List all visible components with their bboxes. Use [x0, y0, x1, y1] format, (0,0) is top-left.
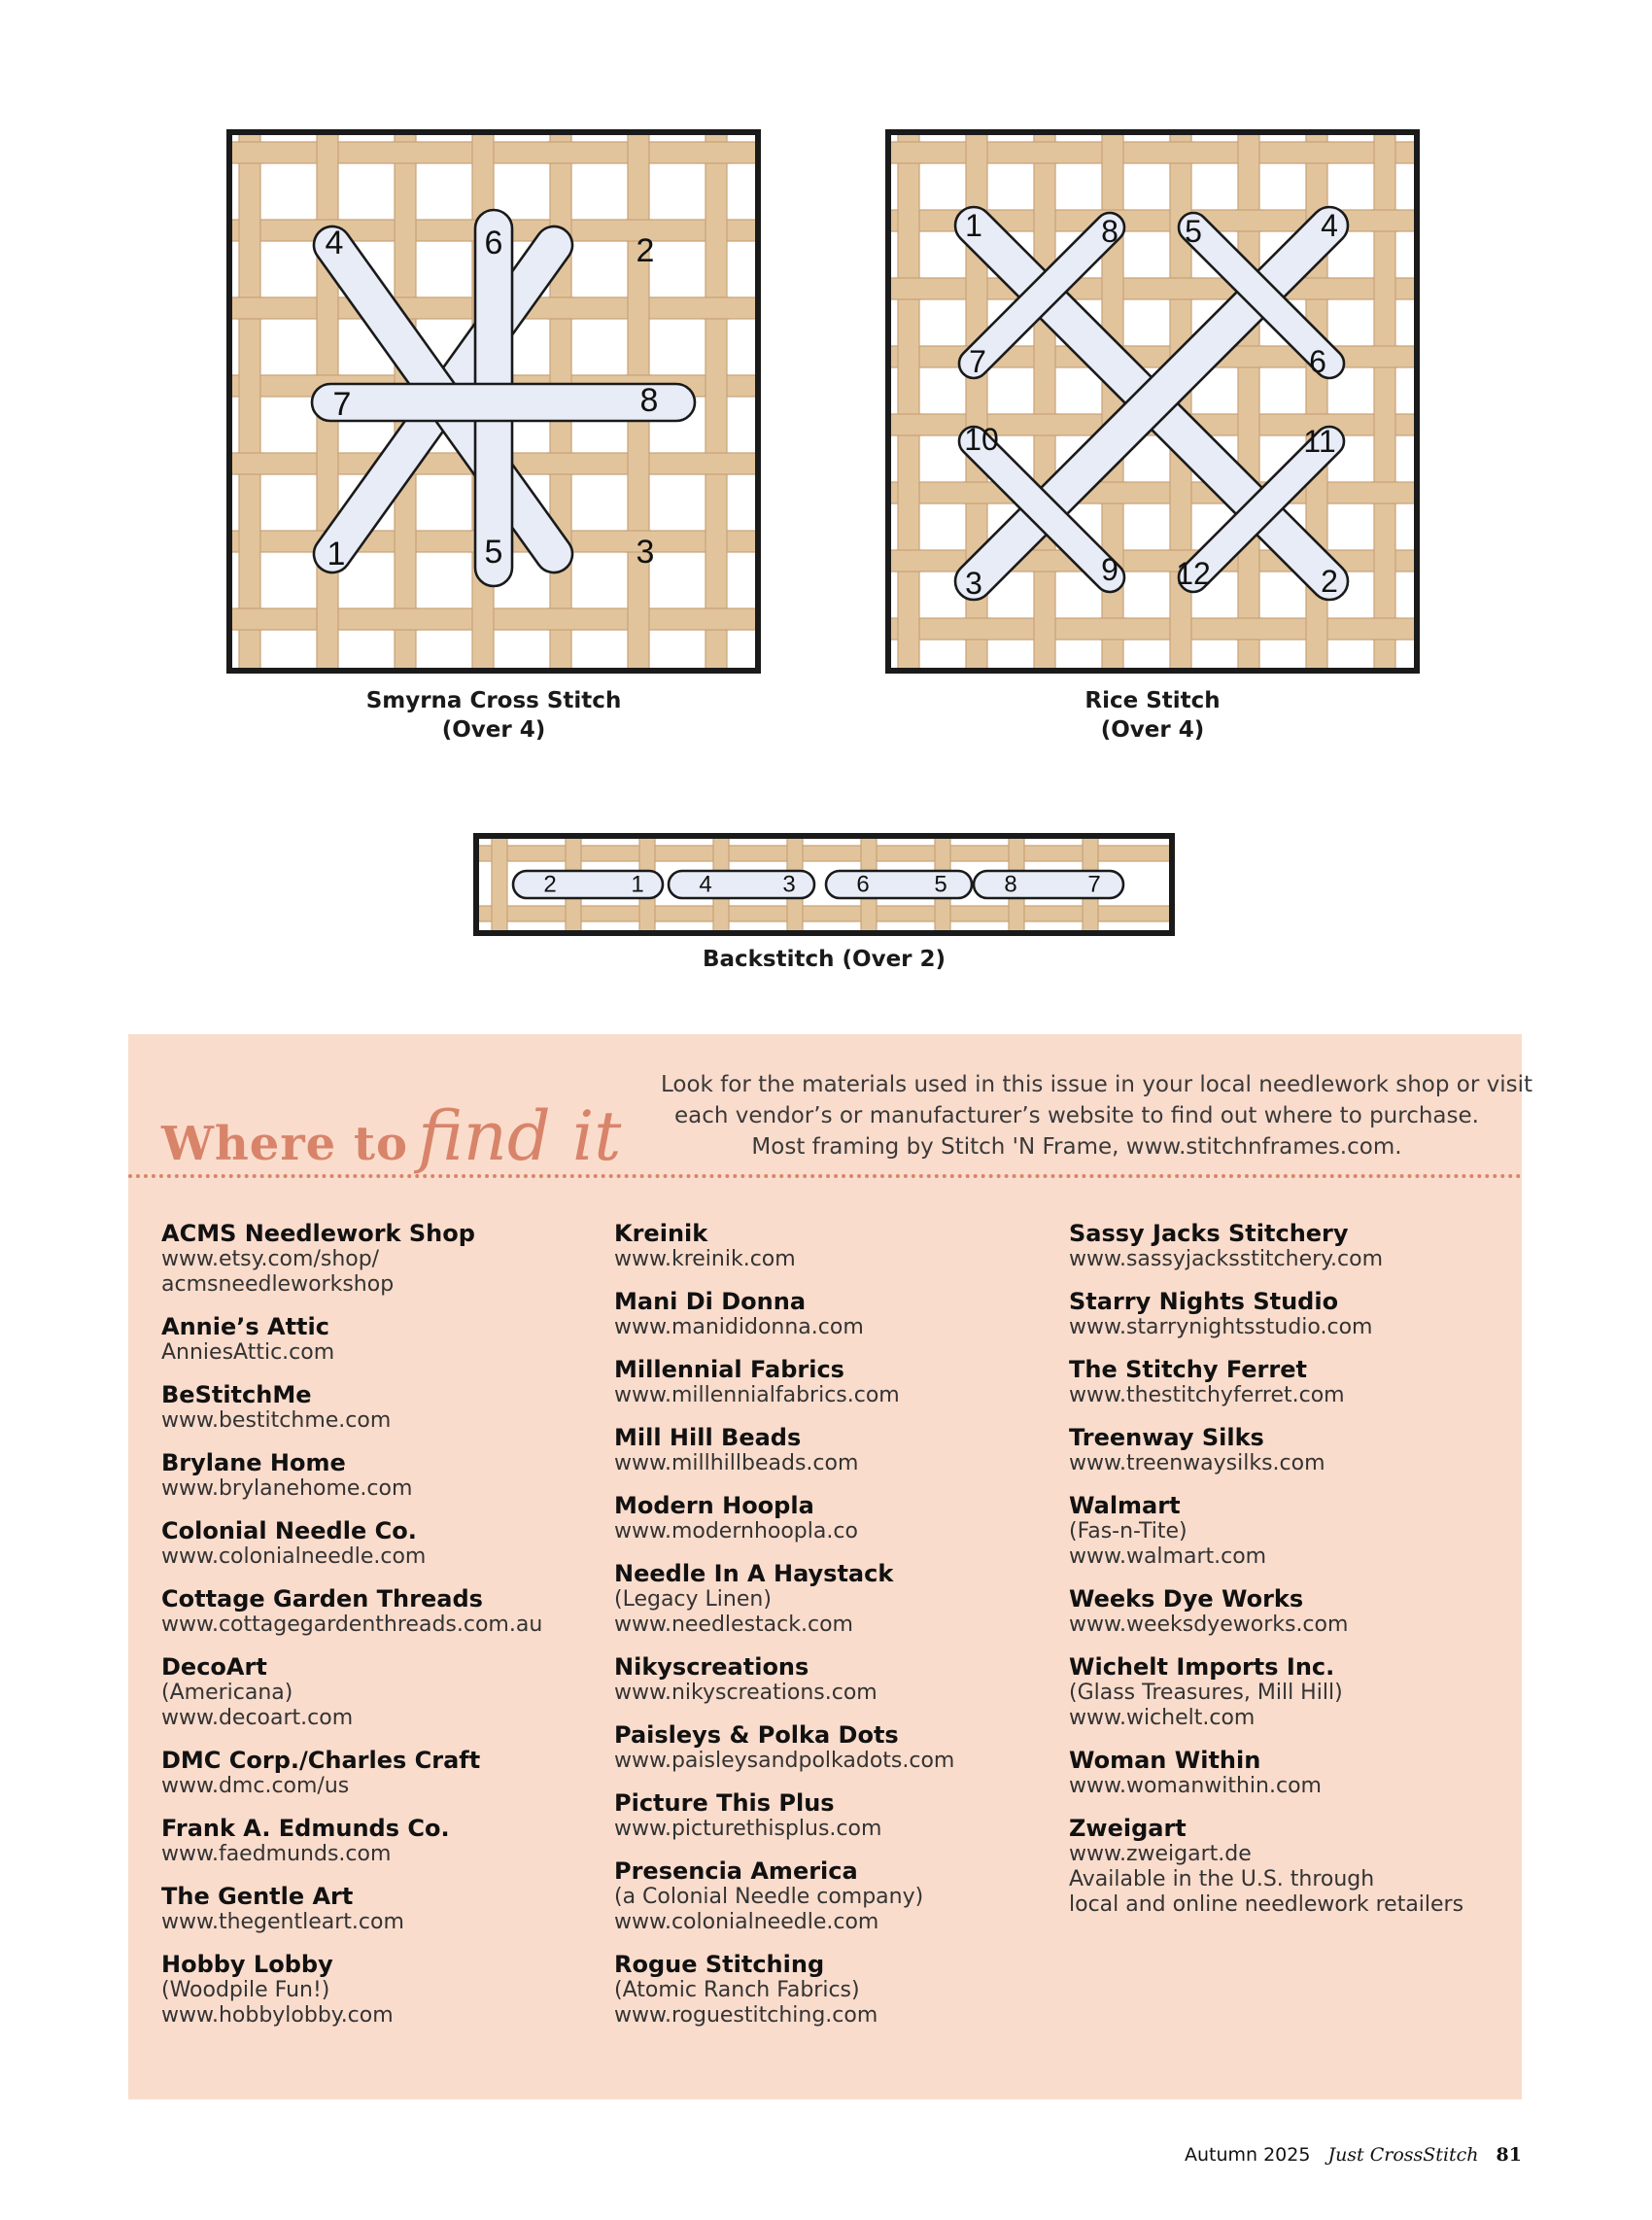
stitch-number-label: 11	[1303, 424, 1336, 459]
vendor-detail: www.womanwithin.com	[1069, 1774, 1322, 1798]
panel-title	[161, 1096, 621, 1176]
stitch-number-label: 9	[1101, 552, 1119, 587]
vendor-detail: www.picturethisplus.com	[614, 1817, 882, 1841]
vendor-entry	[161, 1518, 608, 1570]
vendor-entry	[161, 1654, 608, 1731]
vendor-entry	[161, 1748, 608, 1799]
vendor-entry	[614, 1952, 1061, 2029]
smyrna-caption-title: Smyrna Cross Stitch	[365, 688, 622, 713]
vendor-detail: www.etsy.com/shop/	[161, 1247, 380, 1271]
vendor-name: Annie’s Attic	[161, 1313, 329, 1340]
vendor-detail: www.hobbylobby.com	[161, 2003, 394, 2028]
vendor-column-1	[161, 1221, 608, 2045]
vendor-name: Brylane Home	[161, 1449, 346, 1476]
stitch-number-label: 3	[965, 566, 982, 601]
vendor-detail: (Legacy Linen)	[614, 1587, 772, 1612]
smyrna-caption-count: (Over 4)	[441, 717, 546, 743]
vendor-entry	[1069, 1357, 1516, 1408]
vendor-name: Modern Hoopla	[614, 1492, 814, 1519]
vendor-detail: www.sassyjacksstitchery.com	[1069, 1247, 1384, 1271]
vendor-name: The Gentle Art	[161, 1883, 354, 1910]
vendor-name: The Stitchy Ferret	[1069, 1356, 1307, 1383]
backstitch-caption	[630, 945, 1018, 974]
stitch-number-label: 2	[543, 871, 557, 898]
stitch-number-label: 6	[484, 225, 503, 261]
stitch-number-label: 12	[1176, 556, 1211, 591]
magazine-title: Just CrossStitch	[1327, 2144, 1479, 2166]
stitch-number-label: 6	[856, 871, 870, 898]
intro-line: Look for the materials used in this issue in your local needlework shop or visit	[661, 1072, 1533, 1097]
stitch-number-label: 5	[1185, 214, 1202, 249]
vendor-name: Millennial Fabrics	[614, 1356, 844, 1383]
vendor-detail: www.cottagegardenthreads.com.au	[161, 1613, 543, 1637]
stitch-number-label: 7	[1087, 871, 1101, 898]
vendor-name: Walmart	[1069, 1492, 1181, 1519]
vendor-detail: Available in the U.S. through	[1069, 1867, 1375, 1891]
vendor-detail: www.needlestack.com	[614, 1613, 853, 1637]
vendor-entry	[1069, 1221, 1516, 1272]
panel-title-plain: Where to	[161, 1117, 409, 1171]
vendor-name: Needle In A Haystack	[614, 1560, 894, 1587]
vendor-entry	[614, 1357, 1061, 1408]
vendor-name: Starry Nights Studio	[1069, 1288, 1339, 1315]
vendor-entry	[161, 1450, 608, 1502]
stitch-back	[826, 871, 972, 898]
vendor-entry	[614, 1425, 1061, 1476]
vendor-detail: (Americana)	[161, 1681, 293, 1705]
vendor-name: Presencia America	[614, 1857, 858, 1885]
vendor-detail: www.thestitchyferret.com	[1069, 1383, 1345, 1407]
vendor-name: Woman Within	[1069, 1747, 1261, 1774]
vendor-detail: AnniesAttic.com	[161, 1340, 335, 1365]
stitch-number-label: 3	[782, 871, 796, 898]
vendor-entry	[614, 1790, 1061, 1842]
stitch-number-label: 10	[964, 422, 999, 457]
vendor-entry	[1069, 1586, 1516, 1638]
backstitch-diagram	[472, 832, 1176, 939]
vendor-name: Rogue Stitching	[614, 1951, 825, 1978]
rice-caption-title: Rice Stitch	[1084, 688, 1221, 713]
vendor-entry	[161, 1314, 608, 1366]
vendor-entry	[614, 1289, 1061, 1340]
vendor-name: BeStitchMe	[161, 1381, 312, 1408]
vendor-name: Cottage Garden Threads	[161, 1585, 483, 1613]
vendor-detail: (Woodpile Fun!)	[161, 1978, 330, 2002]
vendor-name: Weeks Dye Works	[1069, 1585, 1304, 1613]
vendor-name: Colonial Needle Co.	[161, 1517, 417, 1544]
vendor-entry	[614, 1858, 1061, 1935]
vendor-detail: www.walmart.com	[1069, 1544, 1267, 1569]
vendor-name: ACMS Needlework Shop	[161, 1220, 475, 1247]
stitch-number-label: 8	[1101, 214, 1119, 249]
vendor-name: DMC Corp./Charles Craft	[161, 1747, 481, 1774]
vendor-detail: www.weeksdyeworks.com	[1069, 1613, 1349, 1637]
vendor-detail: www.decoart.com	[161, 1706, 354, 1730]
rice-stitch-svg	[884, 128, 1421, 675]
vendor-entry	[161, 1884, 608, 1935]
vendor-entry	[614, 1221, 1061, 1272]
stitch-number-label: 1	[631, 871, 644, 898]
vendor-entry	[161, 1382, 608, 1434]
vendor-name: Paisleys & Polka Dots	[614, 1721, 899, 1749]
vendor-detail: www.brylanehome.com	[161, 1476, 413, 1501]
vendor-entry	[161, 1816, 608, 1867]
stitch-number-label: 7	[332, 386, 352, 423]
vendor-detail: www.wichelt.com	[1069, 1706, 1256, 1730]
vendor-name: Zweigart	[1069, 1815, 1187, 1842]
smyrna-caption	[299, 686, 688, 745]
panel-title-script: find it	[418, 1096, 622, 1176]
stitch-number-label: 4	[699, 871, 712, 898]
vendor-detail: (Atomic Ranch Fabrics)	[614, 1978, 860, 2002]
vendor-detail: www.nikyscreations.com	[614, 1681, 878, 1705]
page-number: 81	[1496, 2144, 1522, 2166]
stitch-number-label: 5	[934, 871, 947, 898]
page-footer	[1185, 2144, 1522, 2166]
vendor-entry	[161, 1221, 608, 1298]
vendor-name: Frank A. Edmunds Co.	[161, 1815, 450, 1842]
vendor-entry	[614, 1561, 1061, 1638]
rice-caption	[958, 686, 1347, 745]
backstitch-svg	[472, 832, 1176, 939]
vendor-entry	[1069, 1289, 1516, 1340]
vendor-detail: www.treenwaysilks.com	[1069, 1451, 1325, 1475]
vendor-detail: acmsneedleworkshop	[161, 1272, 395, 1297]
stitch-back	[974, 871, 1123, 898]
vendor-entry	[161, 1952, 608, 2029]
smyrna-cross-stitch-diagram	[225, 128, 762, 675]
vendor-detail: www.bestitchme.com	[161, 1408, 392, 1433]
vendor-detail: www.paisleysandpolkadots.com	[614, 1749, 955, 1773]
vendor-entry	[1069, 1816, 1516, 1918]
vendor-entry	[614, 1654, 1061, 1706]
vendor-name: Mill Hill Beads	[614, 1424, 802, 1451]
vendor-detail: (a Colonial Needle company)	[614, 1885, 924, 1909]
vendor-detail: www.dmc.com/us	[161, 1774, 350, 1798]
intro-line: each vendor’s or manufacturer’s website to find out where to purchase.	[674, 1103, 1479, 1128]
rice-stitch-diagram	[884, 128, 1421, 675]
vendor-entry	[614, 1722, 1061, 1774]
vendor-name: Mani Di Donna	[614, 1288, 807, 1315]
stitch-number-label: 7	[969, 344, 986, 379]
stitch-horizontal	[312, 384, 695, 421]
vendor-detail: (Glass Treasures, Mill Hill)	[1069, 1681, 1343, 1705]
vendor-detail: www.millhillbeads.com	[614, 1451, 859, 1475]
vendor-detail: www.colonialneedle.com	[614, 1910, 879, 1934]
stitch-number-label: 8	[639, 382, 659, 419]
rice-caption-count: (Over 4)	[1100, 717, 1205, 743]
vendor-name: Treenway Silks	[1069, 1424, 1264, 1451]
vendor-entry	[161, 1586, 608, 1638]
panel-intro	[661, 1069, 1533, 1162]
vendor-detail: www.roguestitching.com	[614, 2003, 878, 2028]
smyrna-stitch-svg	[225, 128, 762, 675]
vendor-detail: www.thegentleart.com	[161, 1910, 404, 1934]
vendor-column-2	[614, 1221, 1061, 2045]
stitch-number-label: 2	[636, 232, 655, 269]
vendor-detail: www.zweigart.de	[1069, 1842, 1252, 1866]
vendor-name: Hobby Lobby	[161, 1951, 333, 1978]
vendor-detail: local and online needlework retailers	[1069, 1892, 1464, 1917]
vendor-detail: (Fas-n-Tite)	[1069, 1519, 1187, 1544]
vendor-name: DecoArt	[161, 1653, 267, 1681]
vendor-entry	[1069, 1493, 1516, 1570]
stitch-number-label: 3	[636, 534, 655, 571]
stitch-number-label: 2	[1321, 564, 1338, 599]
vendor-detail: www.kreinik.com	[614, 1247, 796, 1271]
vendor-detail: www.millennialfabrics.com	[614, 1383, 900, 1407]
vendor-entry	[1069, 1654, 1516, 1731]
backstitch-caption-title: Backstitch (Over 2)	[702, 947, 946, 972]
stitch-number-label: 4	[1321, 208, 1338, 243]
where-to-find-it-panel	[128, 1034, 1533, 2099]
stitch-number-label: 1	[965, 208, 982, 243]
vendor-detail: www.starrynightsstudio.com	[1069, 1315, 1373, 1339]
stitch-number-label: 4	[325, 225, 344, 261]
stitch-number-label: 5	[484, 534, 503, 571]
stitch-number-label: 1	[327, 536, 346, 572]
stitch-number-label: 6	[1309, 344, 1326, 379]
vendor-entry	[1069, 1425, 1516, 1476]
vendor-detail: www.colonialneedle.com	[161, 1544, 427, 1569]
vendor-name: Nikyscreations	[614, 1653, 809, 1681]
vendor-entry	[1069, 1748, 1516, 1799]
stitch-number-label: 8	[1004, 871, 1017, 898]
vendor-name: Wichelt Imports Inc.	[1069, 1653, 1335, 1681]
issue-season: Autumn 2025	[1184, 2144, 1311, 2166]
intro-line: Most framing by Stitch 'N Frame, www.stitchnframes.com.	[751, 1134, 1402, 1160]
vendor-entry	[614, 1493, 1061, 1544]
vendor-detail: www.modernhoopla.co	[614, 1519, 858, 1544]
vendor-name: Picture This Plus	[614, 1789, 835, 1817]
vendor-name: Kreinik	[614, 1220, 708, 1247]
vendor-name: Sassy Jacks Stitchery	[1069, 1220, 1349, 1247]
dotted-divider	[128, 1174, 1522, 1178]
vendor-detail: www.manididonna.com	[614, 1315, 864, 1339]
vendor-detail: www.faedmunds.com	[161, 1842, 392, 1866]
vendor-column-3	[1069, 1221, 1516, 1934]
